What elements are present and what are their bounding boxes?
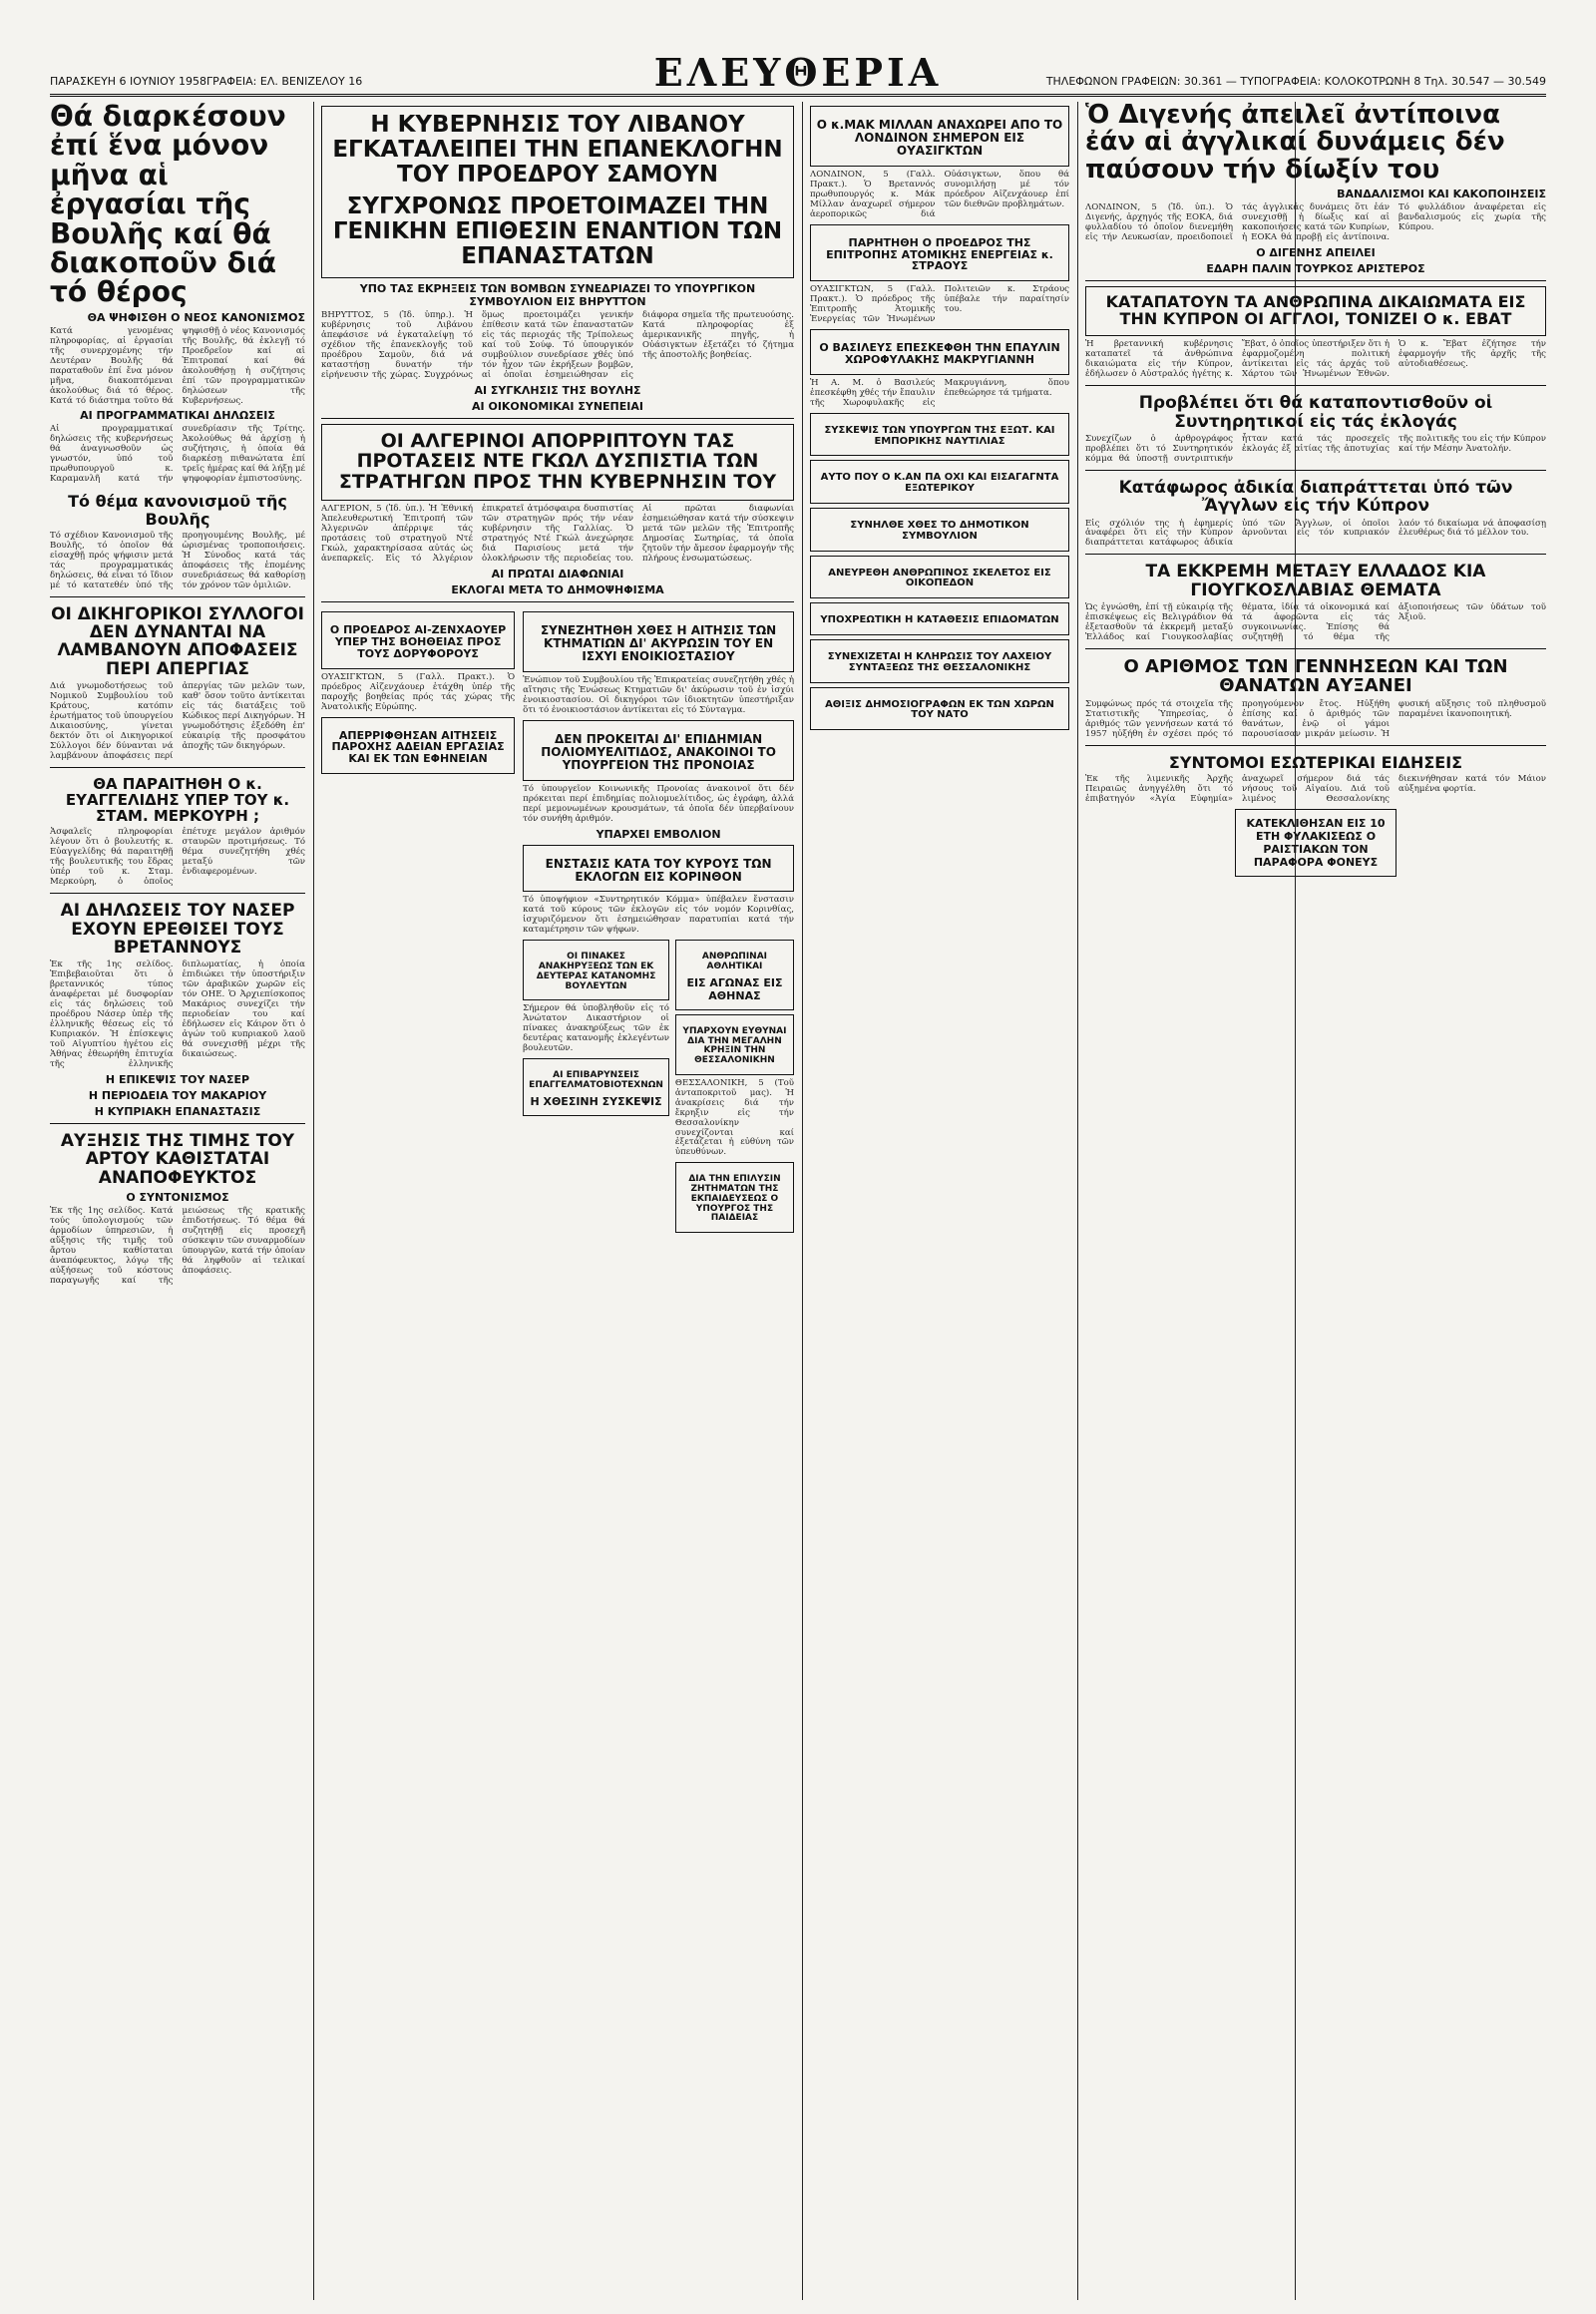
article-body: ΟΥΑΣΙΓΚΤΩΝ, 5 (Γαλλ. Πρακτ.). Ὁ πρόεδρος Αἰζενχάουερ ἐτάχθη ὑπέρ τῆς παροχῆς βοηθείας πρός τάς χώρας τῆς Ἀνατολικῆς Εὐρώπης. <box>321 671 516 712</box>
article-gennisi <box>1085 657 1546 740</box>
masthead-date: ΠΑΡΑΣΚΕΥΗ 6 ΙΟΥΝΙΟΥ 1958ΓΡΑΦΕΙΑ: ΕΛ. ΒΕΝΙΖΕΛΟΥ 16 <box>50 75 363 88</box>
headline: ΑΙ ΕΠΙΒΑΡΥΝΣΕΙΣ ΕΠΑΓΓΕΛΜΑΤΟΒΙΟΤΕΧΝΩΝ <box>529 1070 663 1090</box>
article-makrygianni <box>810 329 1069 375</box>
article-artos <box>50 1132 305 1287</box>
article-body: Συνεχίζων ὁ ἀρθρογράφος προβλέπει ὅτι τό Συντηρητικόν κόμμα θά ὑποστῇ συντριπτικήν ἧτταν κατά τάς προσεχεῖς ἐκλογάς ἐξ αἰτίας τῆς ἀποτυχίας τῆς πολιτικῆς του εἰς τήν Κύπρον καί τήν Μέσην Ἀνατολήν. <box>1085 433 1546 464</box>
article-synthipties <box>1085 394 1546 465</box>
subheading: Ο ΔΙΓΕΝΗΣ ΑΠΕΙΛΕΙ <box>1256 245 1376 259</box>
subheading: ΒΑΝΔΑΛΙΣΜΟΙ ΚΑΙ ΚΑΚΟΠΟΙΗΣΕΙΣ <box>1337 187 1546 200</box>
center-lower-left <box>321 607 515 1237</box>
article-proedros <box>321 611 515 669</box>
headline: ΑΙ ΔΗΛΩΣΕΙΣ ΤΟΥ ΝΑΣΕΡ ΕΧΟΥΝ ΕΡΕΘΙΣΕΙ ΤΟΥΣ ΒΡΕΤΑΝΝΟΥΣ <box>60 901 295 958</box>
headline-secondary: ΣΥΓΧΡΟΝΩΣ ΠΡΟΕΤΟΙΜΑΖΕΙ ΤΗΝ ΓΕΝΙΚΗΝ ΕΠΙΘΕΣΙΝ ΕΝΑΝΤΙΟΝ ΤΩΝ ΕΠΑΝΑΣΤΑΤΩΝ <box>332 193 783 270</box>
subheading: ΥΠΑΡΧΕΙ ΕΜΒΟΛΙΟΝ <box>596 827 721 841</box>
center-lower-right <box>523 607 794 1237</box>
headline: ΚΑΤΑΠΑΤΟΥΝ ΤΑ ΑΝΘΡΩΠΙΝΑ ΔΙΚΑΙΩΜΑΤΑ ΕΙΣ ΤΗΝ ΚΥΠΡΟΝ ΟΙ ΑΓΓΛΟΙ, ΤΟΝΙΖΕΙ Ο κ. ΕΒΑΤ <box>1105 291 1526 329</box>
article-body: Διά γνωμοδοτήσεως τοῦ Νομικοῦ Συμβουλίου τοῦ Κράτους, κατόπιν ἐρωτήματος τοῦ ὑπουργείου Δικαιοσύνης, γίνεται δεκτόν ὅτι οἱ Δικηγορικοί Σύλλογοι δέν δύνανται νά λαμβάνουν ἀποφάσεις περί ἀπεργίας τῶν μελῶν των, καθ' ὅσον τοῦτο ἀντίκειται εἰς τάς διατάξεις τοῦ Κώδικος περί Δικηγόρων. Ἡ γνωμοδότησις ἐξεδόθη ἐπ' εὐκαιρίᾳ τῆς προσφάτου ἀποχῆς τῶν δικηγόρων. <box>50 681 305 761</box>
headline: ΕΝΣΤΑΣΙΣ ΚΑΤΑ ΤΟΥ ΚΥΡΟΥΣ ΤΩΝ ΕΚΛΟΓΩΝ ΕΙΣ ΚΟΡΙΝΘΟΝ <box>545 856 772 884</box>
article-body: Ἐκ τῆς λιμενικῆς Ἀρχῆς Πειραιῶς ἀνηγγέλθη ὅτι τό ἐπιβατηγόν «Ἀγία Εὐφημία» ἀναχωρεῖ σήμερον διά τάς νήσους τοῦ Αἰγαίου. Διά τοῦ λιμένος Θεσσαλονίκης διεκινήθησαν κατά τόν Μάιον αὐξημένα φορτία. <box>1085 774 1546 804</box>
article-body: Ἡ Α. Μ. ὁ Βασιλεύς ἐπεσκέφθη χθές τήν ἔπαυλιν τῆς Χωροφυλακῆς εἰς Μακρυγιάννη, ὅπου ἐπεθεώρησε τά τμήματα. <box>810 377 1069 408</box>
headline: ΣΥΝΕΖΗΤΗΘΗ ΧΘΕΣ Η ΑΙΤΗΣΙΣ ΤΩΝ ΚΤΗΜΑΤΙΩΝ ΔΙ' ΑΚΥΡΩΣΙΝ ΤΟΥ ΕΝ ΙΣΧΥΙ ΕΝΟΙΚΙΟΣΤΑΣΙΟΥ <box>540 623 777 664</box>
article-body: Τό ὑπουργεῖον Κοινωνικῆς Προνοίας ἀνακοινοῖ ὅτι δέν πρόκειται περί ἐπιδημίας πολιομυελίτιδος, ὡς ἐγράφη, ἀλλά περί μεμονωμένων κρουσμάτων, τά ὁποῖα δέν ὑπερβαίνουν τόν συνήθη ἀριθμόν. <box>523 783 794 824</box>
article-body: Τό σχέδιον Κανονισμοῦ τῆς Βουλῆς, τό ὁποῖον θά εἰσαχθῇ πρός ψήφισιν μετά τάς προγραμματικάς δηλώσεις, θά εἶναι τό ἴδιον μέ τό κατατεθέν ὑπό τῆς προηγουμένης Βουλῆς, μέ ὡρισμένας τροποποιήσεις. Ἡ Σύνοδος κατά τάς ἀποφάσεις τῆς ἑπομένης συνεδριάσεως θά καθορίσῃ τόν χρόνον τῶν ὁμιλιῶν. <box>50 530 305 590</box>
headline: Ο ΑΡΙΘΜΟΣ ΤΩΝ ΓΕΝΝΗΣΕΩΝ ΚΑΙ ΤΩΝ ΘΑΝΑΤΩΝ ΑΥΞΑΝΕΙ <box>1123 656 1508 697</box>
subheading: Η ΠΕΡΙΟΔΕΙΑ ΤΟΥ ΜΑΚΑΡΙΟΥ <box>88 1088 267 1102</box>
column-right-center <box>810 102 1069 2300</box>
subheading: ΥΠΟ ΤΑΣ ΕΚΡΗΞΕΙΣ ΤΩΝ ΒΟΜΒΩΝ ΣΥΝΕΔΡΙΑΖΕΙ ΤΟ ΥΠΟΥΡΓΙΚΟΝ ΣΥΜΒΟΥΛΙΟΝ ΕΙΣ ΒΗΡΥΤΤΟΝ <box>359 281 756 308</box>
headline: ΟΙ ΔΙΚΗΓΟΡΙΚΟΙ ΣΥΛΛΟΓΟΙ ΔΕΝ ΔΥΝΑΝΤΑΙ ΝΑ ΛΑΜΒΑΝΟΥΝ ΑΠΟΦΑΣΕΙΣ ΠΕΡΙ ΑΠΕΡΓΙΑΣ <box>51 603 304 679</box>
article-thessaloniki <box>675 1014 794 1075</box>
headline: Ο κ.ΜΑΚ ΜΙΛΛΑΝ ΑΝΑΧΩΡΕΙ ΑΠΟ ΤΟ ΛΟΝΔΙΝΟΝ ΣΗΜΕΡΟΝ ΕΙΣ ΟΥΑΣΙΓΚΤΩΝ <box>816 118 1063 158</box>
column-right <box>1085 102 1546 2300</box>
small-box-right <box>675 936 794 1237</box>
subheading: Η ΧΘΕΣΙΝΗ ΣΥΣΚΕΨΙΣ <box>530 1094 662 1108</box>
article-giougkoslavia <box>1085 563 1546 643</box>
subheading: Η ΚΥΠΡΙΑΚΗ ΕΠΑΝΑΣΤΑΣΙΣ <box>94 1104 261 1118</box>
article-vouli <box>50 102 305 591</box>
article-body: ΒΗΡΥΤΤΟΣ, 5 (Ἰδ. ὑπηρ.). Ἡ κυβέρνησις τοῦ Λιβάνου ἀπεφάσισε νά ἐγκαταλείψῃ τό σχέδιον τῆς ἐπανεκλογῆς τοῦ προέδρου Σαμοῦν, διά νά καταστήσῃ δυνατήν τήν εἰρήνευσιν τῆς χώρας. Συγχρόνως ὅμως προετοιμάζει γενικήν ἐπίθεσιν κατά τῶν ἐπαναστατῶν εἰς τάς περιοχάς τῆς Τρίπολεως καί τοῦ Σούφ. Τό ὑπουργικόν συμβούλιον συνεδρίασε χθές ὑπό τόν ἦχον τῶν ἐκρήξεων βομβῶν, αἱ ὁποῖαι ἐσημειώθησαν εἰς διάφορα σημεῖα τῆς πρωτευούσης. Κατά πληροφορίας ἐξ ἀμερικανικῆς πηγῆς, ἡ Οὐάσιγκτων ἐξετάζει τό ζήτημα τῆς ἀποστολῆς βοηθείας. <box>321 309 794 380</box>
article-dikigoroi <box>50 605 305 762</box>
headline: ΔΙΑ ΤΗΝ ΕΠΙΛΥΣΙΝ ΖΗΤΗΜΑΤΩΝ ΤΗΣ ΕΚΠΑΙΔΕΥΣΕΩΣ Ο ΥΠΟΥΡΓΟΣ ΤΗΣ ΠΑΙΔΕΙΑΣ <box>688 1174 781 1224</box>
subheading: ΘΑ ΨΗΦΙΣΘΗ Ο ΝΕΟΣ ΚΑΝΟΝΙΣΜΟΣ <box>87 310 305 324</box>
article-esoteriki <box>1085 754 1546 877</box>
article-ergasies <box>321 717 515 775</box>
headline: ΘΑ ΠΑΡΑΙΤΗΘΗ Ο κ. ΕΥΑΓΓΕΛΙΔΗΣ ΥΠΕΡ ΤΟΥ κ. ΣΤΑΜ. ΜΕΡΚΟΥΡΗ ; <box>65 774 290 826</box>
article-body: ΟΥΑΣΙΓΚΤΩΝ, 5 (Γαλλ. Πρακτ.). Ὁ πρόεδρος τῆς Ἐπιτροπῆς Ἀτομικῆς Ἐνεργείας τῶν Ἡνωμένων Πολιτειῶν κ. Στράους ὑπέβαλε τήν παραίτησίν του. <box>810 284 1069 325</box>
article-pinakes <box>523 940 669 1000</box>
headline: ΠΑΡΗΤΗΘΗ Ο ΠΡΟΕΔΡΟΣ ΤΗΣ ΕΠΙΤΡΟΠΗΣ ΑΤΟΜΙΚΗΣ ΕΝΕΡΓΕΙΑΣ κ. ΣΤΡΑΟΥΣ <box>826 235 1053 273</box>
column-center <box>321 102 794 2300</box>
article-avga <box>810 460 1069 504</box>
masthead-phones: ΤΗΛΕΦΩΝΟΝ ΓΡΑΦΕΙΩΝ: 30.361 — ΤΥΠΟΓΡΑΦΕΙΑ: ΚΟΛΟΚΟΤΡΩΝΗ 8 Τηλ. 30.547 — 30.549 <box>1045 75 1546 88</box>
headline: ΣΥΣΚΕΨΙΣ ΤΩΝ ΥΠΟΥΡΓΩΝ ΤΗΣ ΕΞΩΤ. ΚΑΙ ΕΜΠΟΡΙΚΗΣ ΝΑΥΤΙΛΙΑΣ <box>824 424 1055 447</box>
headline: ΣΥΝΤΟΜΟΙ ΕΣΩΤΕΡΙΚΑΙ ΕΙΔΗΣΕΙΣ <box>1168 752 1463 772</box>
column-rule <box>313 102 314 2300</box>
headline: ΑΝΘΡΩΠΙΝΑΙ ΑΘΛΗΤΙΚΑΙ <box>701 952 768 972</box>
subheading: ΑΙ ΠΡΟΓΡΑΜΜΑΤΙΚΑΙ ΔΗΛΩΣΕΙΣ <box>80 409 275 423</box>
headline: ΑΠΕΡΡΙΦΘΗΣΑΝ ΑΙΤΗΣΕΙΣ ΠΑΡΟΧΗΣ ΑΔΕΙΑΝ ΕΡΓΑΣΙΑΣ ΚΑΙ ΕΚ ΤΩΝ ΕΦΗΝΕΙΑΝ <box>331 728 505 766</box>
article-body: ΘΕΣΣΑΛΟΝΙΚΗ, 5 (Τοῦ ἀνταποκριτοῦ μας). Ἡ ἀνακρίσεις διά τήν ἔκρηξιν εἰς τήν Θεσσαλονίκην συνεχίζονται καί ἐξετάζεται ἡ εὐθύνη τῶν ὑπευθύνων. <box>674 1077 794 1158</box>
article-body: Ἐνώπιον τοῦ Συμβουλίου τῆς Ἐπικρατείας συνεζητήθη χθές ἡ αἴτησις τῆς Ἑνώσεως Κτηματιῶν δι' ἀκύρωσιν τοῦ ἐν ἰσχύι ἐνοικιοστασίου. Οἱ δικηγόροι τῶν ἰδιοκτητῶν ὑπεστήριξαν ὅτι τό ἐνοικιοστάσιον ἀντίκειται εἰς τό Σύνταγμα. <box>523 674 794 715</box>
subheading: Η ΕΠΙΚΕΨΙΣ ΤΟΥ ΝΑΣΕΡ <box>105 1072 250 1086</box>
headline: ΣΥΝΗΛΘΕ ΧΘΕΣ ΤΟ ΔΗΜΟΤΙΚΟΝ ΣΥΜΒΟΥΛΙΟΝ <box>850 520 1029 542</box>
subheading: ΑΙ ΠΡΩΤΑΙ ΔΙΑΦΩΝΙΑΙ <box>491 568 624 581</box>
headline: Ο ΒΑΣΙΛΕΥΣ ΕΠΕΣΚΕΦΘΗ ΤΗΝ ΕΠΑΥΛΙΝ ΧΩΡΟΦΥΛΑΚΗΣ ΜΑΚΡΥΓΙΑΝΝΗ <box>819 341 1060 367</box>
article-body: Τό ὑποψήφιον «Συντηρητικόν Κόμμα» ὑπέβαλεν ἔνστασιν κατά τοῦ κύρους τῶν ἐκλογῶν εἰς τόν νομόν Κορινθίας, ἰσχυριζόμενον ὅτι ἐσημειώθησαν παρατυπίαι κατά τήν καταμέτρησιν τῶν ψήφων. <box>523 895 794 936</box>
headline: ΑΥΤΟ ΠΟΥ Ο Κ.ΑΝ ΠΑ ΟΧΙ ΚΑΙ ΕΙΣΑΓΑΓΝΤΑ ΕΞΩΤΕΡΙΚΟΥ <box>820 472 1059 495</box>
article-body: Ἡ βρεταννική κυβέρνησις καταπατεῖ τά ἀνθρώπινα δικαιώματα εἰς τήν Κύπρον, ἐδήλωσεν ὁ Αὐστραλός ἡγέτης κ. Ἔβατ, ὁ ὁποῖος ὑπεστήριξεν ὅτι ἡ ἐφαρμοζομένη πολιτική ἀντίκειται εἰς τάς ἀρχάς τοῦ Χάρτου τῶν Ἡνωμένων Ἐθνῶν. Ὁ κ. Ἔβατ ἐζήτησε τήν ἐφαρμογήν τῆς ἀρχῆς τῆς αὐτοδιαθέσεως. <box>1085 339 1546 380</box>
small-boxes <box>523 936 794 1237</box>
article-body: Ἐκ τῆς 1ης σελίδος. Κατά τούς ὑπολογισμούς τῶν ἁρμοδίων ὑπηρεσιῶν, ἡ αὔξησις τῆς τιμῆς τοῦ ἄρτου καθίσταται ἀναπόφευκτος, λόγῳ τῆς αὐξήσεως τοῦ κόστους παραγωγῆς καί τῆς μειώσεως τῆς κρατικῆς ἐπιδοτήσεως. Τό θέμα θά συζητηθῇ εἰς προσεχῆ σύσκεψιν τῶν συναρμοδίων ὑπουργῶν, κατά τήν ὁποίαν θά ληφθοῦν αἱ τελικαί ἀποφάσεις. <box>50 1206 305 1286</box>
headline: Θά διαρκέσουν ἐπί ἕνα μόνον μῆνα αἱ ἐργασίαι τῆς Βουλῆς καί θά διακοποῦν διά τό θέρος <box>50 102 286 309</box>
article-body: Ἐκ τῆς 1ης σελίδος. Ἐπιβεβαιοῦται ὅτι ὁ βρεταννικός τύπος ἀναφέρεται μέ δυσφορίαν εἰς τάς δηλώσεις τοῦ προέδρου Νάσερ ὑπέρ τῆς ἐλληνικῆς θέσεως εἰς τό Κυπριακόν. Ἡ ἐπίσκεψις τοῦ Αἰγυπτίου ἡγέτου εἰς Ἀθήνας ἐθεωρήθη ἐπιτυχία τῆς ἑλληνικῆς διπλωματίας, ἡ ὁποία ἐπιδιώκει τήν ὑποστήριξιν τῶν ἀραβικῶν χωρῶν εἰς τόν ΟΗΕ. Ὁ Ἀρχιεπίσκοπος Μακάριος συνεχίζει τήν περιοδείαν του καί ἐδήλωσεν εἰς Κάιρον ὅτι ὁ ἀγών τοῦ κυπριακοῦ λαοῦ θά συνεχισθῇ μέχρι τῆς δικαιώσεως. <box>50 960 305 1069</box>
article-body: Ἀσφαλεῖς πληροφορίαι λέγουν ὅτι ὁ βουλευτής κ. Εὐαγγελίδης θά παραιτηθῇ τῆς βουλευτικῆς του ἕδρας ὑπέρ τοῦ κ. Σταμ. Μερκούρη, ὁ ὁποῖος ἐπέτυχε μεγάλον ἀριθμόν σταυρῶν προτιμήσεως. Τό θέμα συνεζητήθη χθές μεταξύ τῶν ἐνδιαφερομένων. <box>50 827 305 888</box>
headline: ΔΕΝ ΠΡΟΚΕΙΤΑΙ ΔΙ' ΕΠΙΔΗΜΙΑΝ ΠΟΛΙΟΜΥΕΛΙΤΙΔΟΣ, ΑΝΑΚΟΙΝΟΙ ΤΟ ΥΠΟΥΡΓΕΙΟΝ ΤΗΣ ΠΡΟΝΟΙΑΣ <box>541 731 776 772</box>
headline: ΟΙ ΑΛΓΕΡΙΝΟΙ ΑΠΟΡΡΙΠΤΟΥΝ ΤΑΣ ΠΡΟΤΑΣΕΙΣ ΝΤΕ ΓΚΩΛ ΔΥΣΠΙΣΤΙΑ ΤΩΝ ΣΤΡΑΤΗΓΩΝ ΠΡΟΣ ΤΗΝ ΚΥΒΕΡΝΗΣΙΝ ΤΟΥ <box>338 429 777 493</box>
article-body: ΛΟΝΔΙΝΟΝ, 5 (Γαλλ. Πρακτ.). Ὁ Βρεταννός πρωθυπουργός κ. Μάκ Μίλλαν ἀναχωρεῖ σήμερον ἀεροπορικῶς διά Οὐάσιγκτων, ὅπου θά συνομιλήσῃ μέ τόν πρόεδρον Αἰζενχάουερ ἐπί τῶν διεθνῶν προβλημάτων. <box>810 169 1069 219</box>
headline: ΑΘΙΞΙΣ ΔΗΜΟΣΙΟΓΡΑΦΩΝ ΕΚ ΤΩΝ ΧΩΡΩΝ ΤΟΥ ΝΑΤΟ <box>825 698 1054 721</box>
article-body: Αἱ προγραμματικαί δηλώσεις τῆς κυβερνήσεως θά ἀναγνωσθοῦν ὡς γνωστόν, ὑπό τοῦ πρωθυπουργοῦ κ. Καραμανλῆ κατά τήν συνεδρίασιν τῆς Τρίτης. Ἀκολούθως θά ἀρχίσῃ ἡ συζήτησις, ἡ ὁποία θά διαρκέσῃ πιθανώτατα ἐπί τρεῖς ἡμέρας καί θά λήξῃ μέ ψηφοφορίαν ἐμπιστοσύνης. <box>50 424 305 485</box>
article-atomiki <box>810 224 1069 282</box>
column-left <box>50 102 305 2300</box>
headline: Κατάφωρος ἀδικία διαπράττεται ὑπό τῶν Ἄγγλων εἰς τήν Κύπρον <box>1118 477 1513 517</box>
headline: ΑΝΕΥΡΕΘΗ ΑΝΘΡΩΠΙΝΟΣ ΣΚΕΛΕΤΟΣ ΕΙΣ ΟΙΚΟΠΕΔΟΝ <box>828 567 1051 589</box>
article-body: Ὡς ἐγνώσθη, ἐπί τῇ εὐκαιρίᾳ τῆς ἐπισκέψεως εἰς Βελιγράδιον θά ἐξετασθοῦν τά ἐκκρεμῆ μεταξύ Ἑλλάδος καί Γιουγκοσλαβίας θέματα, ἰδίᾳ τά οἰκονομικά καί τά ἀφορῶντα εἰς τάς συγκοινωνίας. Ἐπίσης θά συζητηθῇ τό θέμα τῆς ἀξιοποιήσεως τῶν ὑδάτων τοῦ Ἀξιοῦ. <box>1085 602 1546 643</box>
headline: ΥΠΑΡΧΟΥΝ ΕΥΘΥΝΑΙ ΔΙΑ ΤΗΝ ΜΕΓΑΛΗΝ ΚΡΗΞΙΝ ΤΗΝ ΘΕΣΣΑΛΟΝΙΚΗΝ <box>682 1025 787 1065</box>
article-epiviosi <box>810 602 1069 635</box>
article-body: ΛΟΝΔΙΝΟΝ, 5 (Ἰδ. ὑπ.). Ὁ Διγενής, ἀρχηγός τῆς ΕΟΚΑ, διά φυλλαδίου τό ὁποῖον διενεμήθη εἰς τήν Λευκωσίαν, προειδοποιεῖ τάς ἀγγλικάς δυνάμεις ὅτι ἐάν συνεχισθῇ ἡ δίωξις καί αἱ κακοποιήσεις κατά τῶν Κυπρίων, ἡ ΕΟΚΑ θά προβῇ εἰς ἀντίποινα. Τό φυλλάδιον ἀναφέρεται εἰς βανδαλισμούς εἰς χωρία τῆς Κύπρου. <box>1085 201 1546 242</box>
article-dimopr <box>810 687 1069 731</box>
subheading: ΑΙ ΟΙΚΟΝΟΜΙΚΑΙ ΣΥΝΕΠΕΙΑΙ <box>472 399 643 413</box>
masthead <box>50 50 1546 97</box>
subheading: ΕΔΑΡΗ ΠΑΛΙΝ ΤΟΥΡΚΟΣ ΑΡΙΣΤΕΡΟΣ <box>1206 261 1425 275</box>
article-dimotikon <box>810 508 1069 552</box>
headline: ΤΑ ΕΚΚΡΕΜΗ ΜΕΤΑΞΥ ΕΛΛΑΔΟΣ ΚΙΑ ΓΙΟΥΓΚΟΣΛΑΒΙΑΣ ΘΕΜΑΤΑ <box>1145 562 1486 600</box>
subheading: Ο ΣΥΝΤΟΝΙΣΜΟΣ <box>126 1191 229 1205</box>
article-ipourgos <box>675 1162 794 1233</box>
article-ktimata <box>523 611 794 672</box>
headline: Ὁ Διγενής ἀπειλεῖ ἀντίποινα ἐάν αἱ ἀγγλικαί δυνάμεις δέν παύσουν τήν δίωξίν του <box>1085 102 1505 185</box>
article-antonoros <box>675 940 794 1009</box>
column-rule <box>1077 102 1078 2300</box>
article-body: Συμφώνως πρός τά στοιχεῖα τῆς Στατιστικῆς Ὑπηρεσίας, ὁ ἀριθμός τῶν γεννήσεων κατά τό 1957 ηὐξήθη ἐν σχέσει πρός τό προηγούμενον ἔτος. Ηὐξήθη ἐπίσης καί ὁ ἀριθμός τῶν θανάτων, ἐνῷ οἱ γάμοι παρουσίασαν μικράν μείωσιν. Ἡ φυσική αὔξησις τοῦ πληθυσμοῦ παραμένει ἱκανοποιητική. <box>1085 698 1546 739</box>
article-skeletos <box>810 556 1069 599</box>
article-makmillan <box>810 106 1069 167</box>
article-lebanon <box>321 106 794 278</box>
article-korinthos <box>523 845 794 893</box>
article-poliomyelitis <box>523 720 794 781</box>
article-body: Κατά γενομένας πληροφορίας, αἱ ἐργασίαι τῆς συνερχομένης τήν Δευτέραν Βουλῆς θά παραταθοῦν ἐπί ἕνα μόνον μῆνα, διακοπτόμεναι ἀκολούθως διά τό θέρος. Κατά τό διάστημα τοῦτο θά ψηφισθῇ ὁ νέος Κανονισμός τῆς Βουλῆς, θά ἐκλεγῇ τό Προεδρεῖον καί αἱ Ἐπιτροπαί καί θά ἀκολουθήσῃ ἡ συζήτησις ἐπί τῶν προγραμματικῶν δηλώσεων τῆς Κυβερνήσεως. <box>50 325 305 406</box>
article-evangelidis <box>50 776 305 888</box>
headline: ΟΙ ΠΙΝΑΚΕΣ ΑΝΑΚΗΡΥΞΕΩΣ ΤΩΝ ΕΚ ΔΕΥΤΕΡΑΣ ΚΑΤΑΝΟΜΗΣ ΒΟΥΛΕΥΤΩΝ <box>536 952 656 991</box>
article-digenis <box>1085 102 1546 275</box>
article-body: Σήμερον θά ὑποβληθοῦν εἰς τό Ἀνώτατον Δικαστήριον οἱ πίνακες ἀνακηρύξεως τῶν ἐκ δευτέρας κατανομῆς ἐκλεγέντων βουλευτῶν. <box>523 1003 669 1054</box>
headline: Η ΚΥΒΕΡΝΗΣΙΣ ΤΟΥ ΛΙΒΑΝΟΥ ΕΓΚΑΤΑΛΕΙΠΕΙ ΤΗΝ ΕΠΑΝΕΚΛΟΓΗΝ ΤΟΥ ΠΡΟΕΔΡΟΥ ΣΑΜΟΥΝ <box>332 112 783 188</box>
subheadline: Τό θέμα κανονισμοῦ τῆς Βουλῆς <box>68 492 287 529</box>
small-box-left <box>523 936 669 1237</box>
article-algerinoi <box>321 424 794 502</box>
article-synapsis <box>810 413 1069 457</box>
subheading: ΕΚΛΟΓΑΙ ΜΕΤΑ ΤΟ ΔΗΜΟΨΗΦΙΣΜΑ <box>451 583 664 597</box>
headline: Ο ΠΡΟΕΔΡΟΣ ΑΙ-ΖΕΝΧΑΟΥΕΡ ΥΠΕΡ ΤΗΣ ΒΟΗΘΕΙΑΣ ΠΡΟΣ ΤΟΥΣ ΔΟΡΥΦΟΡΟΥΣ <box>329 623 507 660</box>
center-lower-grid <box>321 607 794 1237</box>
subheading: ΕΙΣ ΑΓΩΝΑΣ ΕΙΣ ΑΘΗΝΑΣ <box>686 975 783 1002</box>
headline: ΥΠΟΧΡΕΩΤΙΚΗ Η ΚΑΤΑΘΕΣΙΣ ΕΠΙΔΟΜΑΤΩΝ <box>820 614 1059 626</box>
article-egvatoi <box>1085 286 1546 337</box>
subheading: ΑΙ ΣΥΓΚΛΗΣΙΣ ΤΗΣ ΒΟΥΛΗΣ <box>474 383 641 397</box>
article-body: Εἰς σχόλιόν της ἡ ἐφημερίς ἀναφέρει ὅτι εἰς τήν Κύπρον διαπράττεται κατάφωρος ἀδικία ὑπό τῶν Ἄγγλων, οἱ ὁποῖοι ἀρνοῦνται εἰς τόν κυπριακόν λαόν τό δικαίωμα νά ἀποφασίσῃ ἐλευθέρως διά τό μέλλον του. <box>1085 518 1546 549</box>
boxed-item <box>1235 809 1396 877</box>
article-naser <box>50 902 305 1118</box>
article-pinakes2 <box>810 639 1069 683</box>
article-epaggelmatoi <box>523 1058 669 1115</box>
headline: ΑΥΞΗΣΙΣ ΤΗΣ ΤΙΜΗΣ ΤΟΥ ΑΡΤΟΥ ΚΑΘΙΣΤΑΤΑΙ ΑΝΑΠΟΦΕΥΚΤΟΣ <box>60 1130 295 1188</box>
headline: ΣΥΝΕΧΙΖΕΤΑΙ Η ΚΛΗΡΩΣΙΣ ΤΟΥ ΛΑΧΕΙΟΥ ΣΥΝΤΑΞΕΩΣ ΤΗΣ ΘΕΣΣΑΛΟΝΙΚΗΣ <box>827 651 1052 673</box>
headline: Προβλέπει ὅτι θά καταποντισθοῦν οἱ Συντηρητικοί εἰς τάς ἐκλογάς <box>1138 393 1493 432</box>
newspaper-title: ΕΛΕΥΘΕΡΙΑ <box>653 50 943 95</box>
box-headline: ΚΑΤΕΚΛΙΘΗΣΑΝ ΕΙΣ 10 ΕΤΗ ΦΥΛΑΚΙΣΕΩΣ Ο ΡΑΙΣΤΙΑΚΩΝ ΤΟΝ ΠΑΡΑΦΟΡΑ ΦΟΝΕΥΣ <box>1246 816 1386 869</box>
article-body: ΑΛΓΕΡΙΟΝ, 5 (Ἰδ. ὑπ.). Ἡ Ἐθνική Ἀπελευθερωτική Ἐπιτροπή τῶν Ἀλγερινῶν ἀπέρριψε τάς προτάσεις τοῦ στρατηγοῦ Ντέ Γκώλ, χαρακτηρίσασα αὐτάς ὡς ἀνεπαρκεῖς. Εἰς τό Ἀλγέριον ἐπικρατεῖ ἀτμόσφαιρα δυσπιστίας τῶν στρατηγῶν πρός τήν νέαν κυβέρνησιν τῆς Γαλλίας. Ὁ στρατηγός Ντέ Γκώλ ἀνεχώρησε διά Παρισίους μετά τήν ὁλοκλήρωσιν τῆς περιοδείας του. Αἱ πρῶται διαφωνίαι ἐσημειώθησαν κατά τήν σύσκεψιν μετά τῶν μελῶν τῆς Ἐπιτροπῆς Δημοσίας Σωτηρίας, τά ὁποῖα ζητοῦν τήν ἄμεσον ἐφαρμογήν τῆς πλήρους ἐνσωματώσεως. <box>321 504 794 565</box>
column-rule <box>802 102 803 2300</box>
article-katafora <box>1085 479 1546 550</box>
